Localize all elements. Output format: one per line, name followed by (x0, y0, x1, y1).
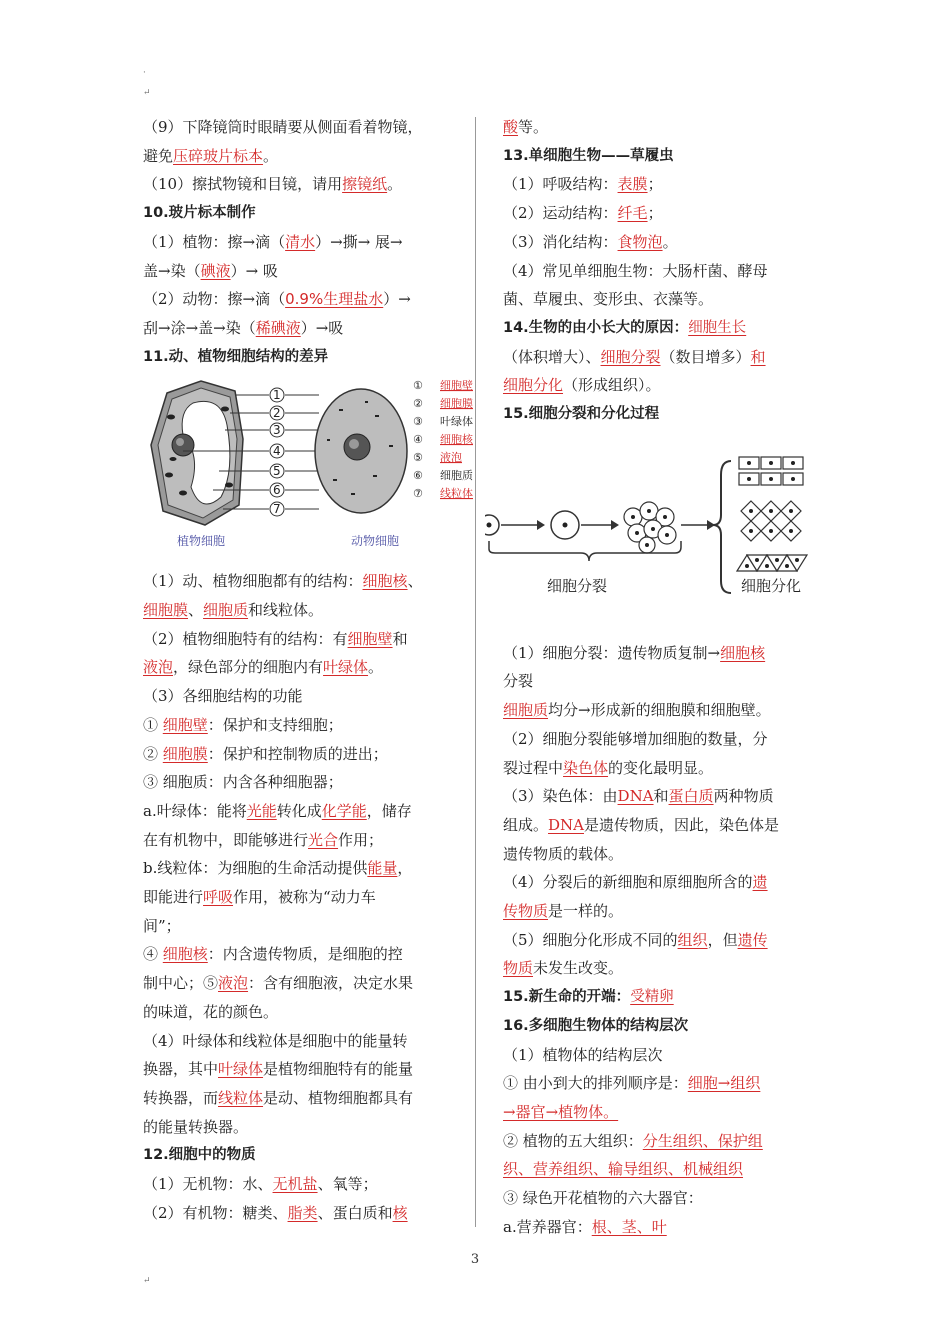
text-line: 的能量转换器。 (143, 1117, 249, 1136)
text-line (503, 1155, 815, 1184)
key-term: 遗传 (737, 930, 768, 949)
text-line: （3）各细胞结构的功能 (143, 687, 303, 706)
legend-number: ⑤ (413, 451, 423, 465)
text-line: （2）植物细胞特有的结构：有细胞壁和 (143, 629, 408, 648)
process-labels (547, 577, 801, 595)
legend-term: 细胞核 (440, 433, 473, 447)
text-line: 菌、草履虫、变形虫、衣藻等。 (503, 290, 714, 309)
key-term: 叶绿体 (323, 658, 369, 677)
text-line: 细胞质均分→形成新的细胞膜和细胞壁。 (503, 701, 771, 720)
page-number: 3 (470, 1252, 480, 1267)
key-term: 细胞分化 (503, 376, 564, 395)
text-line: ③ 绿色开花植物的六大器官： (503, 1189, 703, 1208)
text-line: b.线粒体：为细胞的生命活动提供能量， (143, 859, 413, 878)
key-term: 0.9%生理盐水 (285, 290, 384, 309)
legend-term: 细胞膜 (440, 397, 473, 411)
legend-number: ④ (413, 433, 423, 447)
key-term: 核 (392, 1203, 408, 1222)
key-term: 和 (750, 347, 766, 366)
key-term: 线粒体 (218, 1088, 264, 1107)
section-heading-10: 10.玻片标本制作 (143, 205, 256, 222)
section-heading-15: 15.细胞分裂和分化过程 (503, 406, 660, 423)
text-line: 酸等。 (503, 118, 549, 136)
right-column (503, 113, 815, 1242)
label-numbers (270, 388, 284, 516)
section-heading-16: 16.多细胞生物体的结构层次 (503, 1017, 689, 1034)
label-number: 1 (273, 388, 281, 403)
text-line: （2）动物：擦→滴（0.9%生理盐水）→ (143, 290, 411, 309)
text-line: ① 细胞壁：保护和支持细胞； (143, 715, 343, 734)
text-line: 间”； (143, 916, 181, 935)
text-line: 遗传物质的载体。 (503, 844, 624, 863)
tissue-diamonds (741, 501, 801, 541)
legend (413, 379, 474, 500)
paragraph-mark: ↵ (143, 88, 151, 98)
key-term: 脂类 (287, 1203, 318, 1222)
key-term: 细胞膜 (143, 601, 189, 620)
key-term: 细胞→组织 (687, 1074, 761, 1093)
text-line: （2）细胞分裂能够增加细胞的数量，分 (503, 729, 768, 748)
text-line: （3）消化结构：食物泡。 (503, 232, 678, 251)
chloroplast (167, 415, 175, 420)
text-line: 避免压碎玻片标本。 (143, 146, 279, 165)
key-term: 稀碘液 (255, 318, 301, 337)
bracket (713, 461, 731, 593)
key-term: 织、营养组织、输导组织、机械组织 (503, 1160, 744, 1179)
text-line: 制中心；⑤液泡：含有细胞液，决定水果 (143, 974, 414, 993)
animal-cell-label: 动物细胞 (351, 534, 400, 549)
chloroplast (165, 473, 173, 478)
text-line: 分裂 (503, 672, 534, 691)
legend-number: ⑦ (413, 487, 423, 501)
nucleolus (176, 438, 184, 446)
key-term: 分生组织、保护组 (642, 1131, 763, 1150)
column-divider (475, 117, 476, 1227)
chloroplast (225, 483, 233, 488)
key-term: 化学能 (321, 801, 367, 820)
text-line (503, 1098, 815, 1127)
cell-division-figure (485, 431, 815, 639)
key-term: 光能 (246, 801, 277, 820)
key-term: 传物质 (503, 902, 549, 921)
key-term: 染色体 (563, 758, 609, 777)
cell-labels (177, 533, 399, 548)
text-line: （4）常见单细胞生物：大肠杆菌、酵母 (503, 261, 768, 280)
key-term: 碘液 (200, 261, 231, 280)
text-line: 盖→染（碘液）→ 吸 (143, 261, 278, 280)
arrow-head (537, 520, 545, 530)
text-line: （10）擦拭物镜和目镜，请用擦镜纸。 (143, 175, 403, 194)
text-line: （1）细胞分裂：遗传物质复制→细胞核 (503, 643, 766, 662)
text-line: （2）运动结构：纤毛； (503, 204, 663, 223)
differentiation-label: 细胞分化 (741, 576, 802, 595)
text-line: 在有机物中，即能够进行光合作用； (143, 830, 384, 849)
key-term: 蛋白质 (668, 787, 714, 806)
legend-term: 线粒体 (440, 487, 473, 501)
text-line: 传物质是一样的。 (503, 902, 624, 921)
key-term: 光合 (308, 830, 339, 849)
label-number: 7 (273, 502, 281, 517)
key-term: 组织 (677, 930, 708, 949)
text-line: ④ 细胞核：内含遗传物质，是细胞的控 (143, 945, 403, 964)
cell-structure-figure (143, 375, 473, 565)
key-term: 细胞核 (162, 945, 208, 964)
label-number: 3 (273, 423, 281, 438)
key-term: 液泡 (218, 974, 249, 993)
label-number: 4 (273, 444, 281, 459)
label-number: 5 (273, 464, 281, 479)
text-line: 液泡，绿色部分的细胞内有叶绿体。 (143, 658, 384, 677)
section-heading-14: 14.生物的由小长大的原因：细胞生长 (503, 319, 747, 336)
text-line: （4）叶绿体和线粒体是细胞中的能量转 (143, 1031, 408, 1050)
key-term: 清水 (285, 232, 316, 251)
key-term: 细胞分裂 (600, 347, 661, 366)
text-line: （4）分裂后的新细胞和原细胞所含的遗 (503, 873, 768, 892)
legend-number: ① (413, 379, 423, 393)
left-column (143, 113, 473, 1228)
key-term: →器官→植物体。 (503, 1102, 619, 1121)
text-line: ② 植物的五大组织：分生组织、保护组 (503, 1131, 763, 1150)
key-term: 细胞质 (203, 601, 249, 620)
key-term: 细胞壁 (162, 715, 208, 734)
legend-term: 细胞质 (440, 469, 473, 483)
division-label: 细胞分裂 (547, 576, 608, 595)
legend-number: ⑥ (413, 469, 423, 483)
key-term: 酸 (503, 118, 519, 136)
text-line: （1）植物：擦→滴（清水）→撕→ 展→ (143, 232, 403, 251)
key-term: 呼吸 (203, 888, 234, 907)
key-term: 根、茎、叶 (591, 1217, 667, 1236)
text-line: 组成。DNA是遗传物质，因此，染色体是 (503, 815, 780, 834)
key-term: 叶绿体 (218, 1060, 264, 1079)
text-line: （1）无机物：水、无机盐、氧等； (143, 1175, 378, 1194)
legend-number: ② (413, 397, 423, 411)
key-term: 细胞核 (720, 643, 766, 662)
text-line: 的味道，花的颜色。 (143, 1002, 279, 1021)
text-line: （1）动、植物细胞都有的结构：细胞核、 (143, 572, 423, 591)
key-term: 能量 (367, 859, 398, 878)
paragraph-mark: ↵ (143, 1276, 151, 1286)
section-heading-15b: 15.新生命的开端：受精卵 (503, 989, 674, 1006)
text-line: 物质未发生改变。 (503, 959, 624, 978)
key-term: 细胞膜 (162, 744, 208, 763)
label-number: 6 (273, 483, 281, 498)
section-heading-12: 12.细胞中的物质 (143, 1147, 256, 1164)
key-term: 压碎玻片标本 (173, 146, 264, 165)
legend-term: 液泡 (440, 451, 462, 465)
key-term: 细胞核 (362, 572, 408, 591)
text-line: （2）有机物：糖类、脂类、蛋白质和核 (143, 1203, 408, 1222)
key-term: 擦镜纸 (342, 175, 388, 194)
key-term: 纤毛 (617, 204, 648, 223)
text-line: 细胞分化（形成组织）。 (503, 376, 661, 395)
text-line: 换器，其中叶绿体是植物细胞特有的能量 (143, 1060, 414, 1079)
text-line: 即能进行呼吸作用，被称为“动力车 (143, 888, 376, 907)
key-term: 表膜 (617, 175, 648, 194)
cell-nucleus (487, 522, 492, 527)
key-term: 食物泡 (617, 232, 663, 251)
label-number: 2 (273, 406, 281, 421)
text-line: 刮→涂→盖→染（稀碘液）→吸 (143, 318, 344, 337)
text-line: a.营养器官：根、茎、叶 (503, 1217, 667, 1236)
tissue-triangles (737, 555, 807, 571)
key-term: 细胞质 (503, 701, 549, 720)
legend-term: 叶绿体 (440, 415, 473, 429)
text-line: ③ 细胞质：内含各种细胞器； (143, 773, 343, 792)
section-heading-11: 11.动、植物细胞结构的差异 (143, 348, 329, 365)
key-term: DNA (617, 787, 654, 806)
chloroplast (170, 457, 177, 461)
text-line: ① 由小到大的排列顺序是：细胞→组织 (503, 1074, 761, 1093)
text-line: 转换器，而线粒体是动、植物细胞都具有 (143, 1088, 414, 1107)
cell-diagram (143, 375, 479, 565)
legend-term: 细胞壁 (440, 379, 473, 393)
arrow-head (611, 520, 619, 530)
chloroplast (221, 407, 229, 412)
text-line: 裂过程中染色体的变化最明显。 (503, 758, 714, 777)
section-heading-13: 13.单细胞生物——草履虫 (503, 147, 674, 164)
text-line: （体积增大）、细胞分裂（数目增多）和 (503, 347, 766, 366)
key-term: 物质 (503, 959, 534, 978)
edit-mark: · (143, 68, 146, 78)
division-diagram (485, 431, 825, 639)
text-line: （3）染色体：由DNA和蛋白质两种物质 (503, 787, 774, 806)
text-line: （5）细胞分化形成不同的组织，但遗传 (503, 930, 768, 949)
key-term: 细胞壁 (347, 629, 393, 648)
key-term: 无机盐 (272, 1175, 318, 1194)
nucleolus (349, 439, 359, 449)
key-term: 遗 (752, 873, 768, 892)
key-term: 细胞生长 (688, 319, 747, 336)
key-term: 液泡 (143, 658, 174, 677)
cell-nucleus (563, 522, 568, 527)
key-term: DNA (548, 815, 584, 834)
key-term: 受精卵 (630, 989, 674, 1006)
legend-number: ③ (413, 415, 423, 429)
chloroplast (179, 491, 187, 496)
text-line: a.叶绿体：能将光能转化成化学能，储存 (143, 801, 412, 820)
text-line: ② 细胞膜：保护和控制物质的进出； (143, 744, 388, 763)
plant-nucleus (172, 434, 194, 456)
text-line: （1）植物体的结构层次 (503, 1045, 663, 1064)
text-line: （1）呼吸结构：表膜； (503, 175, 663, 194)
text-line: （9）下降镜筒时眼睛要从侧面看着物镜， (143, 118, 423, 136)
text-line: 细胞膜、细胞质和线粒体。 (143, 601, 324, 620)
plant-cell-label: 植物细胞 (177, 534, 226, 549)
